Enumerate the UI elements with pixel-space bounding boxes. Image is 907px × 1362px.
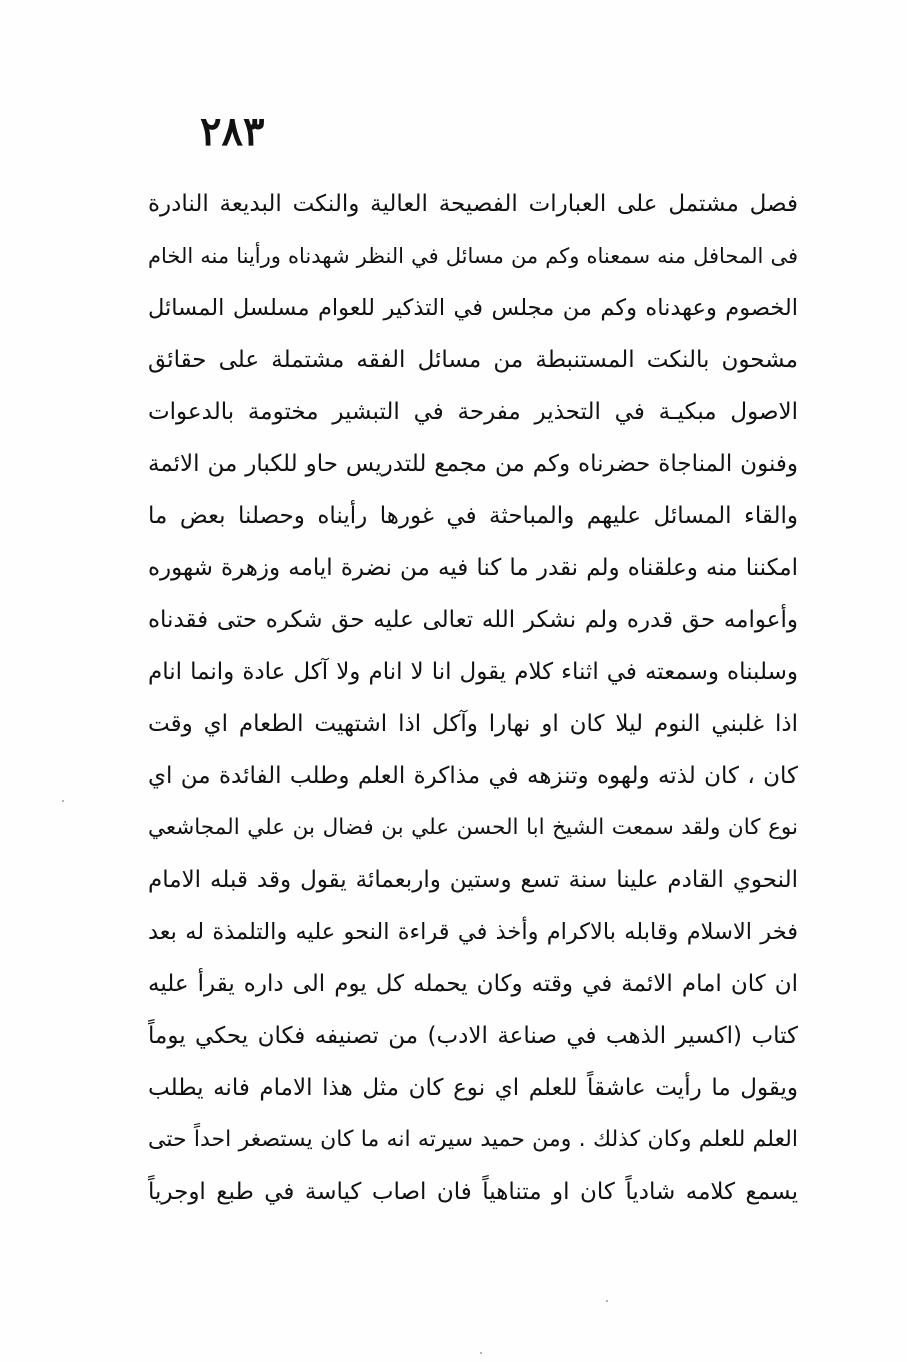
- text-line: العلم للعلم وكان كذلك . ومن حميد سيرته انه ما كان يستصغر احداً حتى: [148, 1127, 798, 1152]
- text-line: نوع كان ولقد سمعت الشيخ ابا الحسن علي بن فضال بن علي المجاشعي: [148, 815, 798, 840]
- scan-speck: [62, 800, 64, 802]
- text-line: كتاب (اكسير الذهب في صناعة الادب) من تصنيفه فكان يحكي يوماً: [148, 1023, 798, 1049]
- text-line: ان كان امام الائمة في وقته وكان يحمله كل يوم الى داره يقرأ عليه: [148, 971, 798, 997]
- text-line: الخصوم وعهدناه وكم من مجلس في التذكير للعوام مسلسل المسائل: [148, 295, 798, 321]
- scan-speck: [480, 1352, 482, 1354]
- text-line: فى المحافل منه سمعناه وكم من مسائل في النظر شهدناه ورأينا منه الخام: [148, 244, 798, 268]
- text-line: وسلبناه وسمعته في اثناء كلام يقول انا لا انام ولا آكل عادة وانما انام: [148, 659, 798, 685]
- text-line: ويقول ما رأيت عاشقاً للعلم اي نوع كان مثل هذا الامام فانه يطلب: [148, 1075, 798, 1101]
- scan-speck: [606, 1300, 608, 1302]
- text-line: مشحون بالنكت المستنبطة من مسائل الفقه مشتملة على حقائق: [148, 347, 798, 373]
- text-line: اذا غلبني النوم ليلا كان او نهارا وآكل اذا اشتهيت الطعام اي وقت: [148, 711, 798, 737]
- page-number: ٢٨٣: [200, 108, 265, 155]
- body-text: [148, 178, 798, 1218]
- text-line: الاصول مبكيـة في التحذير مفرحة في التبشير مختومة بالدعوات: [148, 399, 798, 425]
- text-line: امكننا منه وعلقناه ولم نقدر ما كنا فيه من نضرة ايامه وزهرة شهوره: [148, 555, 798, 581]
- text-line: وفنون المناجاة حضرناه وكم من مجمع للتدريس حاو للكبار من الائمة: [148, 451, 798, 477]
- text-line: والقاء المسائل عليهم والمباحثة في غورها رأيناه وحصلنا بعض ما: [148, 503, 798, 529]
- text-line: يسمع كلامه شادياً كان او متناهياً فان اصاب كياسة في طبع اوجرياً: [148, 1179, 798, 1205]
- text-line: فصل مشتمل على العبارات الفصيحة العالية والنكت البديعة النادرة: [148, 191, 798, 217]
- text-line: فخر الاسلام وقابله بالاكرام وأخذ في قراءة النحو عليه والتلمذة له بعد: [148, 919, 798, 945]
- text-line: وأعوامه حق قدره ولم نشكر الله تعالى عليه حق شكره حتى فقدناه: [148, 607, 798, 633]
- text-line: كان ، كان لذته ولهوه وتنزهه في مذاكرة العلم وطلب الفائدة من اي: [148, 763, 798, 789]
- text-line: النحوي القادم علينا سنة تسع وستين واربعمائة يقول وقد قبله الامام: [148, 867, 798, 893]
